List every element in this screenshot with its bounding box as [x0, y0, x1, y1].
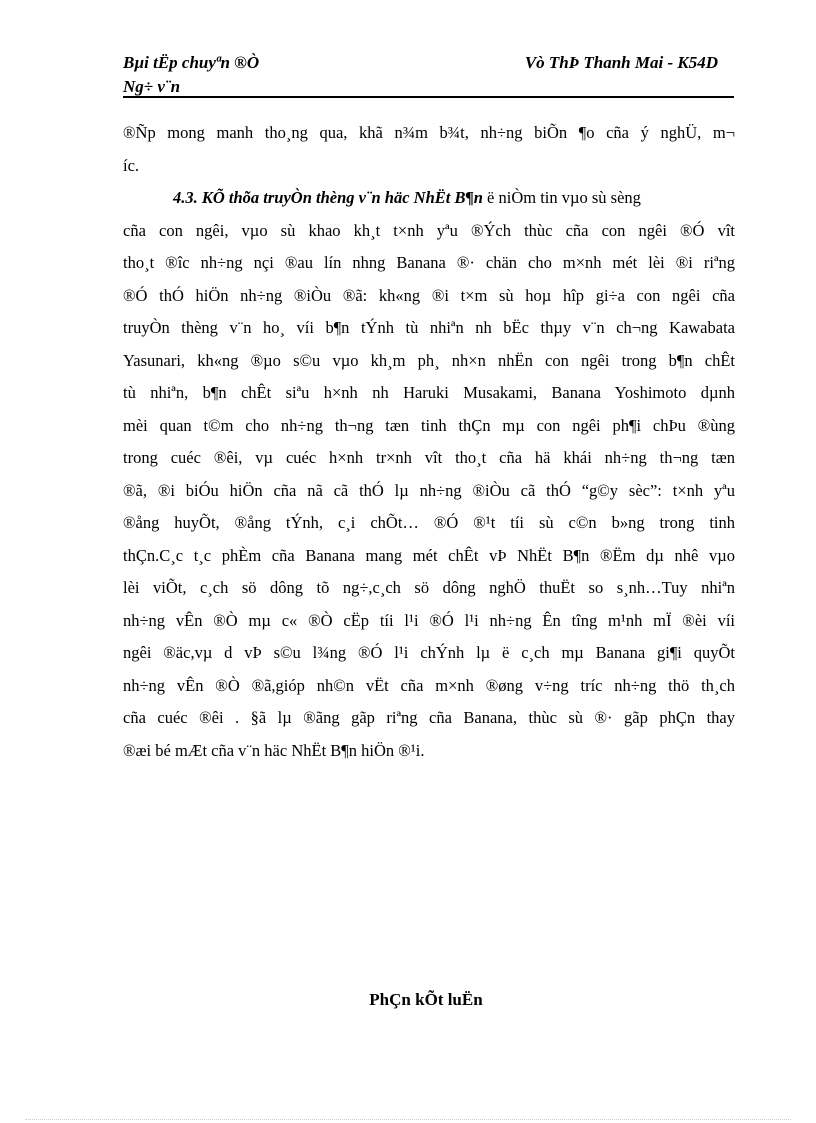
header-course-info — [123, 51, 259, 99]
text-line: ®ång huyÕt, ®ång tÝnh, c¸i chÕt… ®Ó ®¹t tíi sù c©n b»ng trong tinh — [123, 513, 735, 532]
section-line — [123, 182, 735, 215]
text-line: ®æi bé mÆt cña v¨n häc NhËt B¶n hiÖn ®¹i. — [123, 740, 425, 760]
text-line: ®ã, ®i biÓu hiÖn cña nã cã thÓ lµ nh÷ng ®iÒu cã thÓ “g©y sèc”: t×nh yªu — [123, 480, 735, 500]
text-line: nh÷ng vÊn ®Ò mµ c« ®Ò cËp tíi l¹i ®Ó l¹i nh÷ng Ên tîng m¹nh mÏ ®èi víi — [123, 610, 735, 630]
text-line: íc. — [123, 155, 140, 175]
body-text — [123, 117, 735, 767]
section-heading-tail: ë niÒm tin vµo sù sèng — [487, 188, 641, 207]
text-line: ngêi ®äc,vµ d vÞ s©u l¾ng ®Ó l¹i chÝnh lµ ë c¸ch mµ Banana gi¶i quyÕt — [123, 643, 735, 662]
header-subject: Ng÷ v¨n — [123, 77, 181, 96]
section-heading: 4.3. KÕ thõa truyÒn thèng v¨n häc NhËt B¶n — [173, 188, 483, 207]
text-line: thÇn.C¸c t¸c phÈm cña Banana mang mét chÊt vÞ NhËt B¶n ®Ëm dµ nhê vµo — [123, 545, 735, 565]
text-line: tho¸t ®îc nh÷ng nçi ®au lín nhng Banana ®· chän cho m×nh mét lèi ®i riªng — [123, 253, 735, 272]
text-line: Yasunari, kh«ng ®µo s©u vµo kh¸m ph¸ nh×n nhËn con ngêi trong b¶n chÊt — [123, 350, 735, 370]
text-line: nh÷ng vÊn ®Ò ®ã,gióp nh©n vËt cña m×nh ®øng v÷ng tríc nh÷ng thö th¸ch — [123, 675, 735, 695]
text-line: tù nhiªn, b¶n chÊt siªu h×nh nh Haruki Musakami, Banana Yoshimoto dµnh — [123, 383, 735, 402]
page-header — [123, 47, 734, 99]
text-line: trong cuéc ®êi, vµ cuéc h×nh tr×nh vît tho¸t cña hä khái nh÷ng th¬ng tæn — [123, 448, 735, 467]
text-line: truyÒn thèng v¨n ho¸ víi b¶n tÝnh tù nhiªn nh bËc thµy v¨n ch¬ng Kawabata — [123, 318, 735, 337]
text-line: lèi viÕt, c¸ch sö dông tõ ng÷,c¸ch sö dông nghÖ thuËt so s¸nh…Tuy nhiªn — [123, 578, 735, 597]
text-line: cña con ngêi, vµo sù khao kh¸t t×nh yªu ®Ých thùc cña con ngêi ®Ó vît — [123, 220, 735, 240]
header-author: Vò ThÞ Thanh Mai - K54D — [524, 53, 718, 72]
conclusion-heading: PhÇn kÕt luËn — [369, 990, 483, 1009]
text-line: ®Ó thÓ hiÖn nh÷ng ®iÒu ®ã: kh«ng ®i t×m sù hoµ hîp gi÷a con ngêi cña — [123, 285, 735, 305]
header-rule — [123, 96, 734, 98]
header-assignment-title: Bµi tËp chuyªn ®Ò — [123, 53, 260, 72]
text-line: mèi quan t©m cho nh÷ng th¬ng tæn tinh thÇn mµ con ngêi ph¶i chÞu ®ùng — [123, 415, 735, 435]
page-bottom-rule — [25, 1119, 791, 1120]
text-line: cña cuéc ®êi . §ã lµ ®ãng gãp riªng cña Banana, thùc sù ®· gãp phÇn thay — [123, 708, 735, 727]
text-line: ®Ñp mong manh tho¸ng qua, khã n¾m b¾t, nh÷ng biÕn ¶o cña ý nghÜ, m¬ — [123, 123, 735, 142]
